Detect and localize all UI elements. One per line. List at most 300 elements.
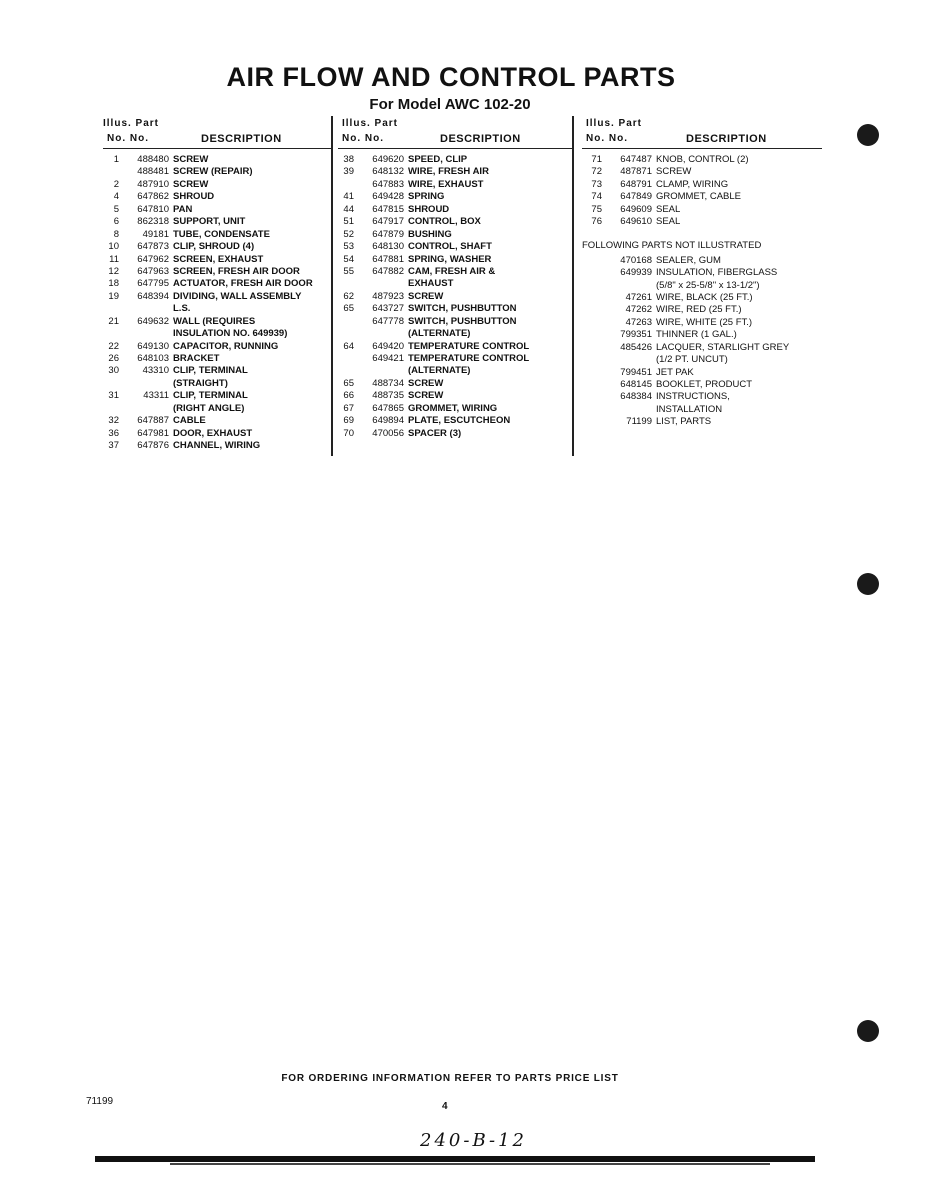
parts-row (338, 229, 572, 241)
parts-row (103, 154, 331, 166)
part-number (602, 280, 656, 292)
illus-number-blank (582, 404, 602, 416)
column-header (582, 116, 822, 150)
part-description: WIRE, RED (25 FT.) (656, 304, 742, 316)
part-number (119, 303, 173, 315)
part-description: SCREEN, FRESH AIR DOOR (173, 265, 300, 277)
part-description: (ALTERNATE) (408, 365, 471, 377)
illus-number: 62 (343, 290, 354, 302)
part-description: DIVIDING, WALL ASSEMBLY (173, 290, 302, 302)
part-description: CLIP, SHROUD (4) (173, 241, 255, 253)
part-number: 648145 (620, 379, 652, 390)
header-no-no: No. No. (586, 133, 628, 144)
illus-number-blank (582, 367, 602, 379)
part-number: 799451 (620, 366, 652, 378)
not-illustrated-row (582, 317, 822, 329)
part-number: 487923 (372, 290, 404, 302)
not-illustrated-row (582, 267, 822, 279)
parts-row (103, 254, 331, 266)
illus-number: 65 (343, 377, 354, 389)
illus-number-blank (582, 342, 602, 354)
parts-row (338, 254, 572, 266)
illus-number-blank (582, 280, 602, 292)
parts-row (103, 440, 331, 452)
page-number: 4 (442, 1101, 448, 1112)
part-number: 647882 (372, 265, 404, 277)
illus-number (103, 303, 119, 315)
part-number (354, 328, 408, 340)
part-description: JET PAK (656, 366, 694, 378)
part-description: SHROUD (408, 203, 450, 215)
illus-number: 30 (108, 365, 119, 377)
part-number: 647815 (372, 203, 404, 215)
part-number (119, 328, 173, 340)
illus-number-blank (582, 416, 602, 428)
parts-row (103, 241, 331, 253)
parts-row (582, 216, 822, 228)
document-code: 71199 (86, 1096, 114, 1107)
part-number: 43310 (142, 365, 169, 377)
part-description: INSULATION, FIBERGLASS (656, 267, 778, 279)
illus-number: 36 (108, 427, 119, 439)
parts-row (582, 179, 822, 191)
part-description: CONTROL, SHAFT (408, 241, 492, 253)
part-number: 648791 (620, 178, 652, 190)
part-description: (1/2 PT. UNCUT) (656, 354, 728, 366)
not-illustrated-row (582, 292, 822, 304)
part-number: 649421 (372, 353, 404, 364)
illus-number-blank (582, 255, 602, 267)
parts-row (582, 166, 822, 178)
part-description: THINNER (1 GAL.) (656, 329, 737, 341)
part-number: 49181 (142, 228, 169, 240)
illus-number: 74 (591, 191, 602, 203)
parts-row (103, 365, 331, 377)
parts-row (338, 415, 572, 427)
parts-row (103, 266, 331, 278)
not-illustrated-row (582, 255, 822, 267)
part-description: GROMMET, WIRING (408, 402, 498, 414)
illus-number: 38 (343, 154, 354, 165)
illus-number-blank (582, 329, 602, 341)
not-illustrated-row (582, 354, 822, 366)
illus-number: 4 (113, 191, 119, 203)
not-illustrated-row (582, 329, 822, 341)
part-description: KNOB, CONTROL (2) (656, 154, 749, 165)
parts-row (103, 316, 331, 328)
part-number: 649610 (620, 216, 652, 228)
part-number (119, 378, 173, 390)
part-number: 647887 (137, 415, 169, 427)
header-rule (582, 148, 822, 149)
parts-row (103, 278, 331, 290)
part-description: SCREW (656, 166, 692, 178)
illus-number: 64 (343, 340, 354, 352)
parts-row (338, 303, 572, 315)
illus-number: 8 (113, 228, 119, 240)
parts-row (103, 353, 331, 365)
illus-number-blank (582, 267, 602, 279)
part-number: 488735 (372, 390, 404, 402)
parts-row (338, 428, 572, 440)
part-number: 649130 (137, 340, 169, 352)
part-number: 649939 (620, 267, 652, 279)
header-no-no: No. No. (107, 133, 149, 144)
parts-row (338, 328, 572, 340)
part-description: PLATE, ESCUTCHEON (408, 415, 511, 427)
part-number: 647876 (137, 440, 169, 452)
part-description: SCREW (408, 390, 444, 402)
part-description: BUSHING (408, 228, 452, 240)
illus-number-blank (582, 354, 602, 366)
parts-row (338, 179, 572, 191)
parts-rows (582, 154, 822, 229)
part-number: 485426 (620, 341, 652, 353)
illus-number (103, 166, 119, 178)
illus-number (338, 365, 354, 377)
parts-row (338, 216, 572, 228)
not-illustrated-row (582, 342, 822, 354)
part-description: CHANNEL, WIRING (173, 440, 261, 452)
part-description: (RIGHT ANGLE) (173, 402, 245, 414)
bottom-rule-shadow (170, 1163, 770, 1165)
part-description: (5/8" x 25-5/8" x 13-1/2") (656, 279, 760, 291)
illus-number: 10 (108, 241, 119, 253)
parts-row (338, 241, 572, 253)
parts-row (103, 191, 331, 203)
header-illus-part: Illus. Part (586, 118, 643, 129)
illus-number: 51 (343, 216, 354, 228)
illus-number (338, 328, 354, 340)
illus-number (103, 328, 119, 340)
part-description: CAPACITOR, RUNNING (173, 340, 279, 352)
part-number: 47261 (625, 291, 652, 303)
part-number: 71199 (626, 416, 652, 428)
part-description: INSTALLATION (656, 403, 723, 415)
part-description: WIRE, EXHAUST (408, 178, 484, 190)
header-description: DESCRIPTION (686, 133, 767, 145)
illus-number: 67 (343, 402, 354, 414)
part-number: 643727 (372, 303, 404, 315)
part-description: INSTRUCTIONS, (656, 391, 730, 403)
part-description: SCREW (408, 377, 444, 389)
parts-column-3 (582, 116, 822, 429)
parts-row (338, 378, 572, 390)
part-number: 648384 (620, 391, 652, 403)
part-description: CONTROL, BOX (408, 216, 481, 228)
illus-number: 53 (343, 241, 354, 253)
header-rule (338, 148, 572, 149)
part-number: 647883 (372, 178, 404, 190)
parts-row (103, 328, 331, 340)
illus-number: 55 (343, 265, 354, 277)
parts-row (103, 403, 331, 415)
illus-number-blank (582, 304, 602, 316)
parts-rows (338, 154, 572, 440)
illus-number: 72 (591, 166, 602, 178)
part-description: (STRAIGHT) (173, 377, 228, 389)
illus-number: 69 (343, 415, 354, 427)
illus-number: 31 (108, 390, 119, 402)
part-description: GROMMET, CABLE (656, 191, 741, 203)
part-number: 862318 (137, 216, 169, 228)
part-number: 649894 (372, 415, 404, 427)
part-description: INSULATION NO. 649939) (173, 328, 288, 340)
part-number: 647865 (372, 402, 404, 414)
column-divider (572, 116, 574, 456)
part-description: SCREW (408, 290, 444, 302)
column-divider (331, 116, 333, 456)
part-description: SEALER, GUM (656, 254, 721, 266)
part-description: SPRING, WASHER (408, 253, 492, 265)
part-description: L.S. (173, 303, 191, 315)
part-number (602, 354, 656, 366)
illus-number (103, 403, 119, 415)
illus-number: 71 (591, 154, 602, 165)
part-description: PAN (173, 203, 193, 215)
illus-number (338, 353, 354, 365)
parts-row (103, 291, 331, 303)
part-description: SHROUD (173, 191, 215, 203)
part-description: (ALTERNATE) (408, 328, 471, 340)
illus-number-blank (582, 391, 602, 403)
part-number: 647778 (372, 315, 404, 327)
part-number: 648103 (137, 353, 169, 364)
part-description: SWITCH, PUSHBUTTON (408, 303, 517, 315)
bottom-rule (95, 1156, 815, 1162)
part-number: 649428 (372, 191, 404, 203)
part-number: 649620 (372, 154, 404, 165)
model-subtitle: For Model AWC 102-20 (369, 96, 531, 113)
parts-row (338, 266, 572, 278)
illus-number: 5 (113, 203, 119, 215)
part-number: 488481 (137, 166, 169, 178)
parts-row (338, 390, 572, 402)
part-number: 43311 (143, 390, 169, 402)
part-description: CAM, FRESH AIR & (408, 265, 496, 277)
part-description: WIRE, WHITE (25 FT.) (656, 316, 753, 328)
column-header (103, 116, 331, 150)
not-illustrated-row (582, 391, 822, 403)
handwritten-note: 240-B-12 (420, 1130, 527, 1151)
part-description: SEAL (656, 216, 681, 228)
illus-number: 18 (108, 278, 119, 290)
illus-number: 73 (591, 178, 602, 190)
parts-row (103, 216, 331, 228)
part-number (602, 404, 656, 416)
not-illustrated-rows (582, 255, 822, 429)
part-description: WALL (REQUIRES (173, 315, 256, 327)
part-number: 470168 (620, 254, 652, 266)
parts-row (103, 390, 331, 402)
illus-number: 26 (108, 353, 119, 364)
illus-number: 66 (343, 390, 354, 402)
part-description: SPACER (3) (408, 427, 462, 439)
parts-row (338, 316, 572, 328)
illus-number: 2 (113, 178, 119, 190)
not-illustrated-row (582, 404, 822, 416)
parts-row (103, 303, 331, 315)
parts-row (103, 341, 331, 353)
part-number: 647917 (372, 216, 404, 228)
part-description: LIST, PARTS (656, 416, 712, 428)
not-illustrated-heading: FOLLOWING PARTS NOT ILLUSTRATED (582, 239, 762, 251)
part-description: TUBE, CONDENSATE (173, 228, 270, 240)
part-number: 647881 (372, 253, 404, 265)
parts-row (338, 291, 572, 303)
part-number: 647963 (137, 265, 169, 277)
header-description: DESCRIPTION (201, 133, 282, 145)
parts-row (338, 365, 572, 377)
illus-number: 32 (108, 415, 119, 427)
part-number: 488734 (372, 377, 404, 389)
illus-number: 1 (113, 154, 119, 165)
illus-number (103, 378, 119, 390)
part-number: 647962 (137, 253, 169, 265)
parts-row (103, 179, 331, 191)
part-number: 47262 (625, 304, 652, 316)
part-description: TEMPERATURE CONTROL (408, 340, 530, 352)
parts-column-2 (338, 116, 572, 440)
illus-number-blank (582, 379, 602, 391)
part-number: 647879 (372, 228, 404, 240)
illus-number: 19 (108, 290, 119, 302)
illus-number: 54 (343, 253, 354, 265)
parts-row (103, 428, 331, 440)
part-number: 649420 (372, 340, 404, 352)
illus-number: 37 (108, 440, 119, 452)
parts-row (338, 204, 572, 216)
part-description: CLAMP, WIRING (656, 178, 729, 190)
illus-number-blank (582, 317, 602, 329)
part-description: SWITCH, PUSHBUTTON (408, 315, 517, 327)
part-number: 647873 (137, 241, 169, 253)
parts-row (103, 378, 331, 390)
part-description: SCREW (REPAIR) (173, 166, 253, 178)
parts-row (338, 353, 572, 365)
parts-row (582, 191, 822, 203)
parts-row (338, 191, 572, 203)
header-rule (103, 148, 331, 149)
illus-number: 12 (108, 265, 119, 277)
part-number: 487910 (137, 178, 169, 190)
illus-number: 6 (113, 216, 119, 228)
part-number: 487871 (620, 166, 652, 178)
not-illustrated-row (582, 280, 822, 292)
illus-number (338, 316, 354, 328)
parts-row (338, 341, 572, 353)
part-description: CABLE (173, 415, 206, 427)
illus-number-blank (582, 292, 602, 304)
part-number: 649632 (137, 315, 169, 327)
part-number: 799351 (620, 329, 652, 341)
part-number: 648130 (372, 241, 404, 253)
illus-number: 75 (591, 203, 602, 215)
part-number: 649609 (620, 203, 652, 215)
header-illus-part: Illus. Part (342, 118, 399, 129)
parts-column-1 (103, 116, 331, 453)
not-illustrated-row (582, 416, 822, 428)
ordering-note: FOR ORDERING INFORMATION REFER TO PARTS PRICE LIST (281, 1073, 619, 1084)
not-illustrated-row (582, 379, 822, 391)
parts-row (338, 154, 572, 166)
part-number: 647810 (137, 203, 169, 215)
illus-number: 52 (343, 228, 354, 240)
part-number: 648132 (372, 166, 404, 178)
parts-row (103, 166, 331, 178)
parts-row (338, 166, 572, 178)
part-number: 647862 (137, 191, 169, 203)
illus-number (338, 278, 354, 290)
illus-number: 44 (343, 203, 354, 215)
part-description: LACQUER, STARLIGHT GREY (656, 341, 790, 353)
part-description: TEMPERATURE CONTROL (408, 353, 530, 364)
part-number: 47263 (625, 316, 652, 328)
part-description: WIRE, FRESH AIR (408, 166, 489, 178)
illus-number: 11 (109, 253, 119, 265)
parts-row (582, 154, 822, 166)
illus-number: 41 (343, 191, 354, 203)
parts-row (103, 204, 331, 216)
binder-hole-icon (857, 124, 879, 146)
not-illustrated-row (582, 304, 822, 316)
part-number: 647487 (620, 154, 652, 165)
part-number: 470056 (372, 427, 404, 439)
column-header (338, 116, 572, 150)
illus-number: 70 (343, 427, 354, 439)
part-number (354, 365, 408, 377)
header-description: DESCRIPTION (440, 133, 521, 145)
part-number: 647795 (137, 278, 169, 290)
parts-row (103, 415, 331, 427)
part-number: 648394 (137, 290, 169, 302)
part-number: 488480 (137, 154, 169, 165)
part-description: SPEED, CLIP (408, 154, 468, 165)
illus-number: 21 (108, 315, 119, 327)
parts-row (338, 403, 572, 415)
illus-number: 76 (591, 216, 602, 228)
page-title: AIR FLOW AND CONTROL PARTS (226, 62, 676, 92)
part-description: CLIP, TERMINAL (173, 390, 248, 402)
part-description: SEAL (656, 203, 681, 215)
part-description: DOOR, EXHAUST (173, 427, 253, 439)
parts-row (338, 278, 572, 290)
part-description: ACTUATOR, FRESH AIR DOOR (173, 278, 313, 290)
illus-number: 39 (343, 166, 354, 178)
header-no-no: No. No. (342, 133, 384, 144)
part-number (119, 403, 173, 415)
binder-hole-icon (857, 573, 879, 595)
part-description: SCREEN, EXHAUST (173, 253, 264, 265)
parts-rows (103, 154, 331, 453)
illus-number (338, 179, 354, 191)
part-number: 647849 (620, 191, 652, 203)
part-description: CLIP, TERMINAL (173, 365, 248, 377)
parts-row (582, 204, 822, 216)
part-description: BRACKET (173, 353, 220, 364)
part-number (354, 278, 408, 290)
part-description: WIRE, BLACK (25 FT.) (656, 291, 753, 303)
part-description: SCREW (173, 154, 209, 165)
part-description: SCREW (173, 178, 209, 190)
illus-number: 22 (108, 340, 119, 352)
not-illustrated-row (582, 367, 822, 379)
part-description: SPRING (408, 191, 445, 203)
part-description: SUPPORT, UNIT (173, 216, 246, 228)
part-description: BOOKLET, PRODUCT (656, 379, 753, 390)
binder-hole-icon (857, 1020, 879, 1042)
part-description: EXHAUST (408, 278, 454, 290)
